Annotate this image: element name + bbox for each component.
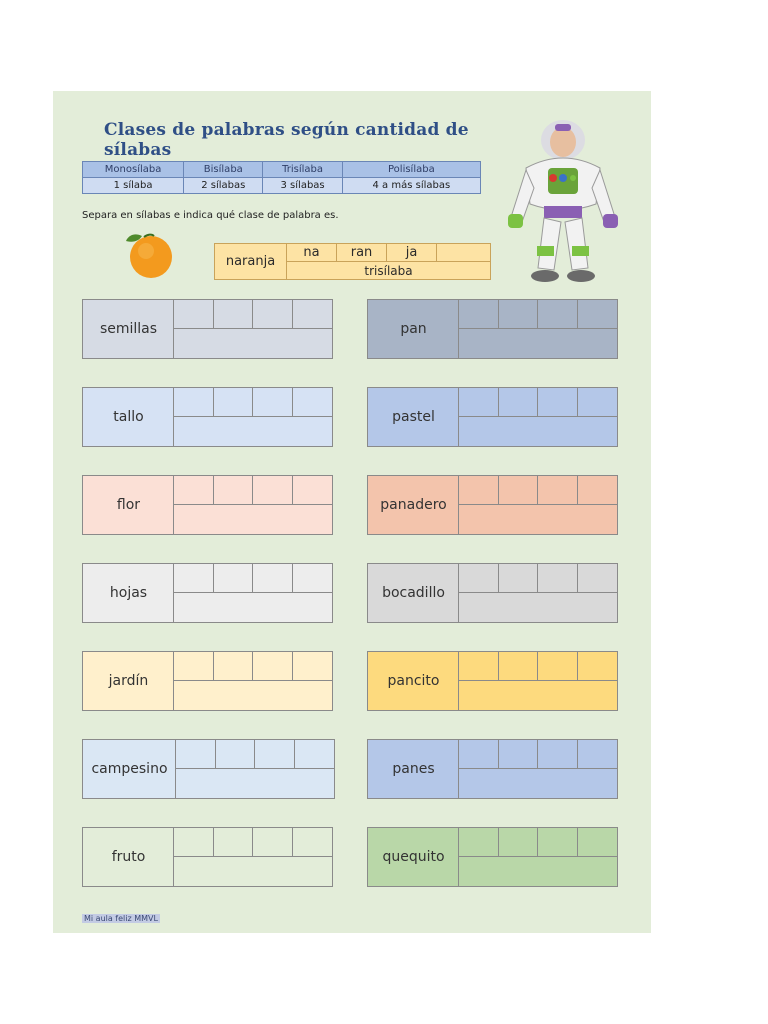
value-monosilaba: 1 sílaba — [83, 178, 184, 194]
word-label: jardín — [108, 673, 149, 689]
syllable-box[interactable] — [459, 476, 499, 505]
syllable-box[interactable] — [253, 564, 293, 593]
right-word-card — [367, 827, 618, 887]
word-class-box[interactable] — [174, 417, 332, 446]
instruction-text: Separa en sílabas e indica qué clase de palabra es. — [82, 210, 339, 221]
word-label: campesino — [91, 761, 168, 777]
syllable-box[interactable] — [499, 476, 539, 505]
word-class-box[interactable] — [459, 769, 617, 798]
syllable-grid — [173, 564, 332, 622]
syllable-grid — [173, 476, 332, 534]
left-word-card — [82, 475, 333, 535]
syllable-box[interactable] — [459, 652, 499, 681]
syllable-box[interactable] — [578, 300, 618, 329]
word-label: pancito — [387, 673, 440, 689]
value-polisilaba: 4 a más sílabas — [342, 178, 480, 194]
syllable-box[interactable] — [293, 300, 333, 329]
syllable-box[interactable] — [499, 564, 539, 593]
right-word-card — [367, 475, 618, 535]
word-label: panadero — [380, 497, 447, 513]
syllable-box[interactable] — [214, 388, 254, 417]
example-box — [214, 243, 491, 280]
syllable-box[interactable] — [499, 388, 539, 417]
syllable-grid — [458, 828, 617, 886]
left-word-card — [82, 739, 335, 799]
right-word-card — [367, 387, 618, 447]
syllable-grid — [173, 388, 332, 446]
syllable-box[interactable] — [578, 388, 618, 417]
syllable-grid — [458, 564, 617, 622]
syllable-box[interactable] — [174, 828, 214, 857]
left-word-card — [82, 827, 333, 887]
syllable-box[interactable] — [459, 564, 499, 593]
word-class-box[interactable] — [174, 593, 332, 622]
syllable-box[interactable] — [499, 828, 539, 857]
syllable-grid — [458, 652, 617, 710]
syllable-class-table — [82, 161, 481, 194]
page-title: Clases de palabras según cantidad de sílabas — [104, 120, 469, 160]
syllable-box[interactable] — [538, 476, 578, 505]
right-word-card — [367, 739, 618, 799]
example-class: trisílaba — [364, 263, 413, 278]
syllable-grid — [173, 300, 332, 358]
syllable-box[interactable] — [295, 740, 335, 769]
syllable-box[interactable] — [459, 300, 499, 329]
buzz-lightyear-image — [504, 118, 622, 288]
syllable-box[interactable] — [499, 300, 539, 329]
word-class-box[interactable] — [174, 857, 332, 886]
syllable-box[interactable] — [538, 652, 578, 681]
syllable-box[interactable] — [499, 652, 539, 681]
syllable-box[interactable] — [214, 828, 254, 857]
left-word-card — [82, 563, 333, 623]
syllable-box[interactable] — [293, 828, 333, 857]
syllable-box[interactable] — [174, 564, 214, 593]
header-trisilaba: Trisílaba — [263, 162, 342, 178]
right-word-card — [367, 651, 618, 711]
syllable-box[interactable] — [253, 652, 293, 681]
word-class-box[interactable] — [174, 329, 332, 358]
header-polisilaba: Polisílaba — [342, 162, 480, 178]
example-syllable — [437, 244, 490, 262]
syllable-box[interactable] — [578, 652, 618, 681]
syllable-box[interactable] — [174, 476, 214, 505]
syllable-box[interactable] — [459, 740, 499, 769]
word-class-box[interactable] — [176, 769, 334, 798]
word-class-box[interactable] — [459, 329, 617, 358]
syllable-box[interactable] — [214, 652, 254, 681]
syllable-box[interactable] — [293, 564, 333, 593]
word-label: flor — [116, 497, 141, 513]
syllable-grid — [458, 388, 617, 446]
word-class-box[interactable] — [174, 681, 332, 710]
syllable-box[interactable] — [499, 740, 539, 769]
syllable-box[interactable] — [459, 388, 499, 417]
word-label: bocadillo — [382, 585, 445, 601]
value-trisilaba: 3 sílabas — [263, 178, 342, 194]
syllable-grid — [458, 476, 617, 534]
syllable-grid — [173, 652, 332, 710]
syllable-box[interactable] — [538, 740, 578, 769]
left-word-card — [82, 387, 333, 447]
word-class-box[interactable] — [459, 857, 617, 886]
word-label: pan — [400, 321, 427, 337]
syllable-box[interactable] — [538, 300, 578, 329]
syllable-box[interactable] — [293, 388, 333, 417]
syllable-box[interactable] — [255, 740, 295, 769]
word-class-box[interactable] — [459, 681, 617, 710]
header-monosilaba: Monosílaba — [83, 162, 184, 178]
syllable-box[interactable] — [538, 388, 578, 417]
syllable-box[interactable] — [459, 828, 499, 857]
syllable-box[interactable] — [538, 564, 578, 593]
word-label: tallo — [113, 409, 144, 425]
syllable-grid — [173, 828, 332, 886]
syllable-box[interactable] — [253, 828, 293, 857]
syllable-box[interactable] — [174, 388, 214, 417]
syllable-box[interactable] — [578, 828, 618, 857]
word-label: hojas — [109, 585, 148, 601]
syllable-box[interactable] — [253, 300, 293, 329]
orange-image — [124, 228, 176, 280]
footer-credit: Mi aula feliz MMVL — [84, 914, 158, 923]
example-syllable: na — [287, 244, 337, 262]
syllable-box[interactable] — [174, 300, 214, 329]
word-label: panes — [392, 761, 435, 777]
value-bisilaba: 2 sílabas — [184, 178, 263, 194]
word-label: fruto — [111, 849, 146, 865]
left-word-card — [82, 299, 333, 359]
example-word: naranja — [215, 244, 287, 279]
syllable-grid — [458, 300, 617, 358]
word-label: quequito — [382, 849, 445, 865]
syllable-box[interactable] — [214, 564, 254, 593]
syllable-box[interactable] — [538, 828, 578, 857]
word-class-box[interactable] — [174, 505, 332, 534]
syllable-box[interactable] — [578, 564, 618, 593]
left-word-card — [82, 651, 333, 711]
right-word-card — [367, 299, 618, 359]
header-bisilaba: Bisílaba — [184, 162, 263, 178]
syllable-box[interactable] — [578, 740, 618, 769]
syllable-box[interactable] — [216, 740, 256, 769]
right-word-card — [367, 563, 618, 623]
syllable-grid — [175, 740, 334, 798]
syllable-box[interactable] — [176, 740, 216, 769]
example-syllable: ran — [337, 244, 387, 262]
syllable-box[interactable] — [578, 476, 618, 505]
word-class-box[interactable] — [459, 417, 617, 446]
word-class-box[interactable] — [459, 505, 617, 534]
syllable-box[interactable] — [293, 476, 333, 505]
word-label: pastel — [392, 409, 435, 425]
syllable-box[interactable] — [174, 652, 214, 681]
word-label: semillas — [99, 321, 158, 337]
word-class-box[interactable] — [459, 593, 617, 622]
syllable-box[interactable] — [293, 652, 333, 681]
example-syllable: ja — [387, 244, 437, 262]
syllable-grid — [458, 740, 617, 798]
syllable-box[interactable] — [253, 476, 293, 505]
syllable-box[interactable] — [253, 388, 293, 417]
syllable-box[interactable] — [214, 300, 254, 329]
syllable-box[interactable] — [214, 476, 254, 505]
